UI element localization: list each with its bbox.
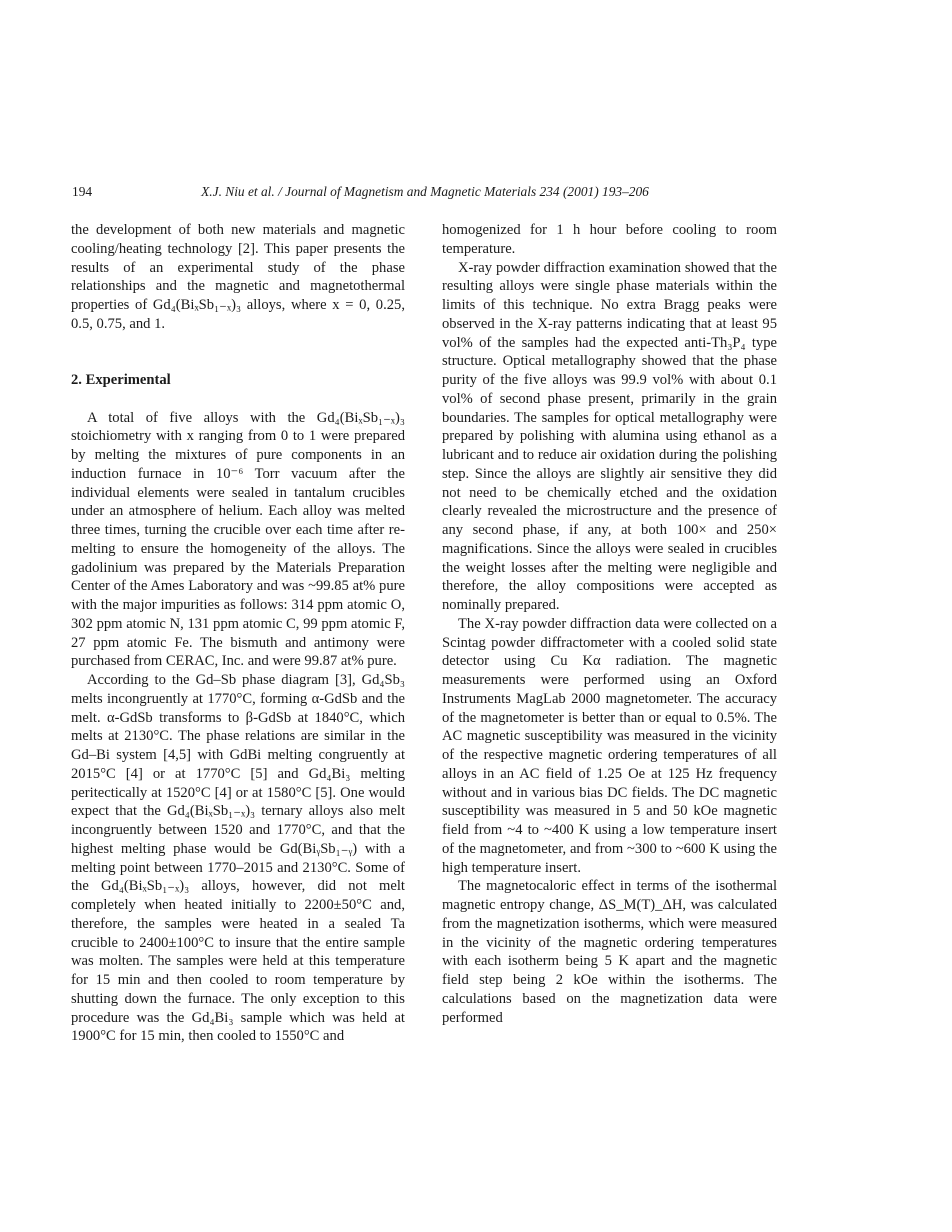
paragraph: the development of both new materials and magnetic cooling/heating technology [2]. This paper presents the results of an experimental study of the phase relationships and the magnetic and magnetothermal properties of Gd₄(BiₓSb₁₋ₓ)₃ alloys, where x = 0, 0.25, 0.5, 0.75, and 1. [71,222,405,332]
paragraph: According to the Gd–Sb phase diagram [3], Gd₄Sb₃ melts incongruently at 1770°C, forming α-GdSb and the melt. α-GdSb transforms to β-GdSb at 1840°C, which melts at 2130°C. The phase relations are similar in the Gd–Bi system [4,5] with GdBi melting congruently at 2015°C [4] or at 1770°C [5] and Gd₄Bi₃ melting peritectically at 1520°C [4] or at 1580°C [5]. One would expect that the Gd₄(BiₓSb₁₋ₓ)₃ ternary alloys also melt incongruently between 1520 and 1770°C, and that the highest melting phase would be Gd(BiᵧSb₁₋ᵧ) with a melting point between 1770–2015 and 2130°C. Some of the Gd₄(BiₓSb₁₋ₓ)₃ alloys, however, did not melt completely when heated initially to 2200±50°C and, therefore, the samples were heated in a sealed Ta crucible to 2400±100°C to insure that the entire sample was molten. The samples were held at this temperature for 15 min and then cooled to room temperature by shutting down the furnace. The only exception to this procedure was the Gd₄Bi₃ sample which was held at 1900°C for 15 min, then cooled to 1550°C and [71,672,405,1045]
paragraph: The magnetocaloric effect in terms of the isothermal magnetic entropy change, ΔS_M(T)_ΔH, was calculated from the magnetization isotherms, which were measured in the vicinity of the magnetic ordering temperatures with each isotherm being 5 K apart and the magnetic field step being 2 kOe within the isotherms. The calculations based on the magnetization data were performed [442,878,777,1026]
paragraph: The X-ray powder diffraction data were collected on a Scintag powder diffractometer with a cooled solid state detector using Cu Kα radiation. The magnetic measurements were performed using an Oxford Instruments MagLab 2000 magnetometer. The accuracy of the magnetometer is better than or equal to 0.5%. The AC magnetic susceptibility was measured in the vicinity of the respective magnetic ordering temperatures of all alloys in an AC field of 1.25 Oe at 125 Hz frequency without and in various bias DC fields. The DC magnetic susceptibility was measured in 5 and 50 kOe magnetic field from ~4 to ~400 K using a low temperature insert of the magnetometer, and from ~300 to ~600 K using the high temperature insert. [442,615,777,876]
paragraph: X-ray powder diffraction examination showed that the resulting alloys were single phase materials within the limits of this technique. No extra Bragg peaks were observed in the X-ray patterns indicating that at least 95 vol% of the samples had the expected anti-Th₃P₄ type structure. Optical metallography showed that the phase purity of the five alloys was 99.9 vol% with about 0.1 vol% of second phase present, primarily in the grain boundaries. The samples for optical metallography were prepared by polishing with alumina using ethanol as a lubricant and to reduce air oxidation during the polishing step. Since the alloys are slightly air sensitive they did not need to be chemically etched and the oxidation clearly revealed the microstructure and the presence of any second phase, if any, at both 100× and 250× magnifications. Since the alloys were sealed in crucibles the weight losses after the melting were negligible and therefore, the alloy compositions were accepted as nominally prepared. [442,259,777,613]
running-head: X.J. Niu et al. / Journal of Magnetism and Magnetic Materials 234 (2001) 193–206 [201,184,649,199]
right-column [442,221,777,1027]
paragraph: homogenized for 1 h hour before cooling to room temperature. [442,222,777,257]
section-title: 2. Experimental [71,372,171,388]
page-header [72,184,778,202]
left-column [71,221,405,1046]
paragraph: A total of five alloys with the Gd₄(BiₓSb₁₋ₓ)₃ stoichiometry with x ranging from 0 to 1 were prepared by melting the mixtures of pure components in an induction furnace in 10⁻⁶ Torr vacuum after the individual elements were sealed in tantalum crucibles under an atmosphere of helium. Each alloy was melted three times, turning the crucible over each time after re-melting to ensure the homogeneity of the alloys. The gadolinium was prepared by the Materials Preparation Center of the Ames Laboratory and was ~99.85 at% pure with the major impurities as follows: 314 ppm atomic O, 302 ppm atomic N, 131 ppm atomic C, 99 ppm atomic F, 27 ppm atomic Fe. The bismuth and antimony were purchased from CERAC, Inc. and were 99.87 at% pure. [71,409,405,670]
page-number: 194 [72,184,93,199]
